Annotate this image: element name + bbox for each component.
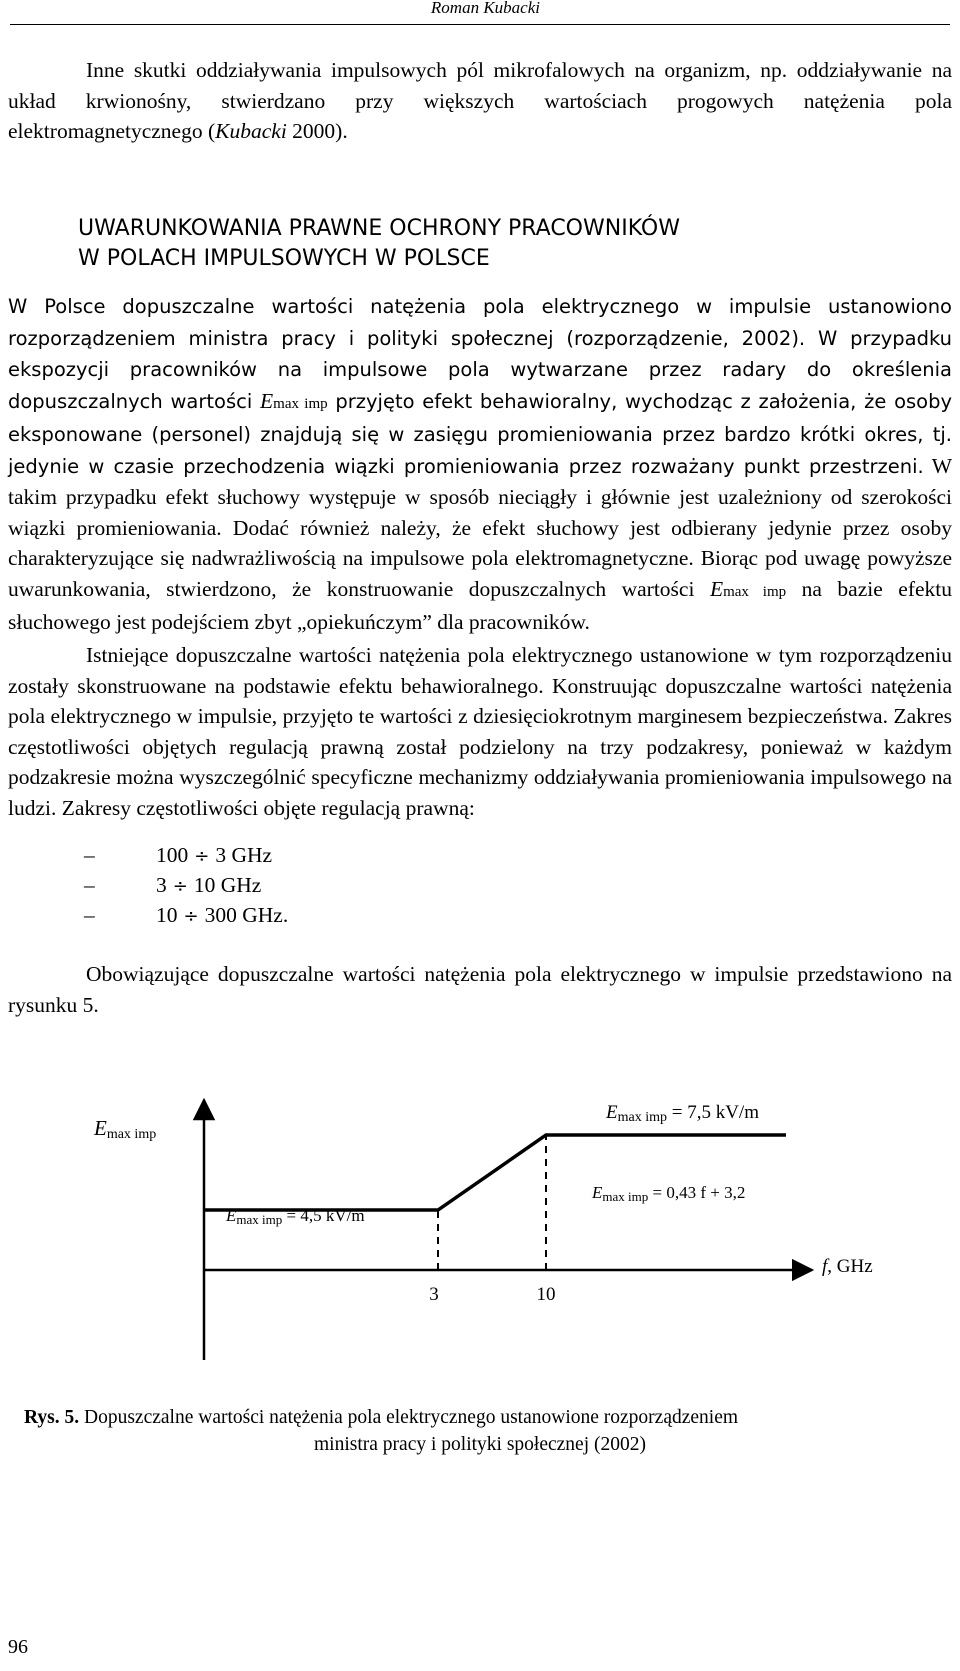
paragraph-figure-reference <box>8 959 952 1020</box>
intro-paragraph <box>8 55 952 147</box>
caption-line2: ministra pracy i polityki społecznej (2002) <box>314 1434 646 1455</box>
para1-sans-a: W Polsce dopuszczalne wartości natężenia pola elektrycznego w impulsie ustanowiono rozporządzeniem ministra pracy i polityki społecznej (rozporządzenie, 2002). <box>8 295 952 350</box>
annotation-high: Emax imp = 7,5 kV/m <box>606 1102 759 1125</box>
para1-symbol-E: E <box>260 388 274 413</box>
running-head-author: Roman Kubacki <box>430 0 540 17</box>
y-axis-label: Emax imp <box>94 1116 157 1142</box>
x-tick-label-10: 10 <box>536 1284 556 1305</box>
divide-icon: ÷ <box>183 906 199 927</box>
annotation-low: Emax imp = 4,5 kV/m <box>226 1206 365 1227</box>
para1-sans-b: W przypadku ekspozycji pracowników na impulsowe pola wytwarzane przez radary do określenia dopuszczalnych wartości <box>8 326 952 413</box>
list-item: – 100 ÷ 3 GHz <box>84 843 273 867</box>
divide-icon: ÷ <box>194 846 210 867</box>
intro-citation: Kubacki <box>215 119 287 143</box>
figure-5-chart <box>0 1060 960 1400</box>
paragraph-legal-basis <box>8 291 952 638</box>
x-axis-label: f, GHz <box>822 1256 873 1277</box>
para1-sans-c: przyjęto efekt behawioralny, wychodząc z założenia, że osoby eksponowane (personel) znajdują się w zasięgu promieniowania przez bardzo krótki okres, tj. jedynie w czasie przechodzenia wiązki promieniowania przez rozważany punkt przestrzeni. <box>8 389 953 478</box>
para2-text: Istniejące dopuszczalne wartości natężenia pola elektrycznego ustanowione w tym rozporządzeniu zostały skonstruowane na podstawie efektu behawioralnego. Konstruując dopuszczalne wartości natężenia pola elektrycznego w impulsie, przyjęto te wartości z dziesięciokrotnym marginesem bezpieczeństwa. Zakres częstotliwości objętych regulacją prawną został podzielony na trzy podzakresy, ponieważ w każdym podzakresie można wyszczególnić specyficzne mechanizmy oddziaływania promieniowania impulsowego na ludzi. Zakresy częstotliwości objęte regulacją prawną: <box>8 643 952 820</box>
para1-subscript: max imp <box>273 395 328 412</box>
intro-text-end: 2000). <box>286 119 348 143</box>
intro-text: Inne skutki oddziaływania impulsowych pól mikrofalowych na organizm, np. oddziaływanie na układ krwionośny, stwierdzano przy większych wartościach progowych natężenia pola elektromagnetycznego ( <box>8 58 952 143</box>
section-heading <box>78 214 938 274</box>
para1-serif-d: W takim przypadku efekt słuchowy występuje w sposób nieciągły i głównie jest uzależniony od szerokości wiązki promieniowania. Dodać również należy, że efekt słuchowy jest odbierany jedynie przez osoby charakteryzujące się nadwrażliwością na impulsowe pola elektromagnetyczne. Biorąc pod uwagę powyższe uwarunkowania, stwierdzono, że konstruowanie dopuszczalnych wartości <box>8 453 952 601</box>
frequency-ranges-list <box>84 840 288 930</box>
running-head-rule <box>10 24 950 25</box>
page-number: 96 <box>8 1636 28 1658</box>
caption-label: Rys. 5. <box>24 1407 80 1428</box>
x-tick-label-3: 3 <box>429 1284 439 1305</box>
para1-symbol-E2: E <box>709 576 724 601</box>
annotation-slope: Emax imp = 0,43 f + 3,2 <box>592 1183 746 1204</box>
figure-caption <box>8 1404 952 1458</box>
list-item: – 10 ÷ 300 GHz. <box>84 903 289 927</box>
para3-text: Obowiązujące dopuszczalne wartości natężenia pola elektrycznego w impulsie przedstawiono na rysunku 5. <box>8 962 952 1017</box>
caption-line1: Dopuszczalne wartości natężenia pola elektrycznego ustanowione rozporządzeniem <box>79 1407 739 1428</box>
para1-serif-e: na bazie efektu słuchowego jest podejściem zbyt „opiekuńczym” dla pracowników. <box>8 576 952 634</box>
section-heading-line2: W POLACH IMPULSOWYCH W POLSCE <box>78 246 490 271</box>
list-item: – 3 ÷ 10 GHz <box>84 873 262 897</box>
section-heading-line1: UWARUNKOWANIA PRAWNE OCHRONY PRACOWNIKÓW <box>78 216 680 241</box>
divide-icon: ÷ <box>172 876 188 897</box>
paragraph-regulations <box>8 640 952 823</box>
para1-subscript2: max imp <box>723 583 787 600</box>
